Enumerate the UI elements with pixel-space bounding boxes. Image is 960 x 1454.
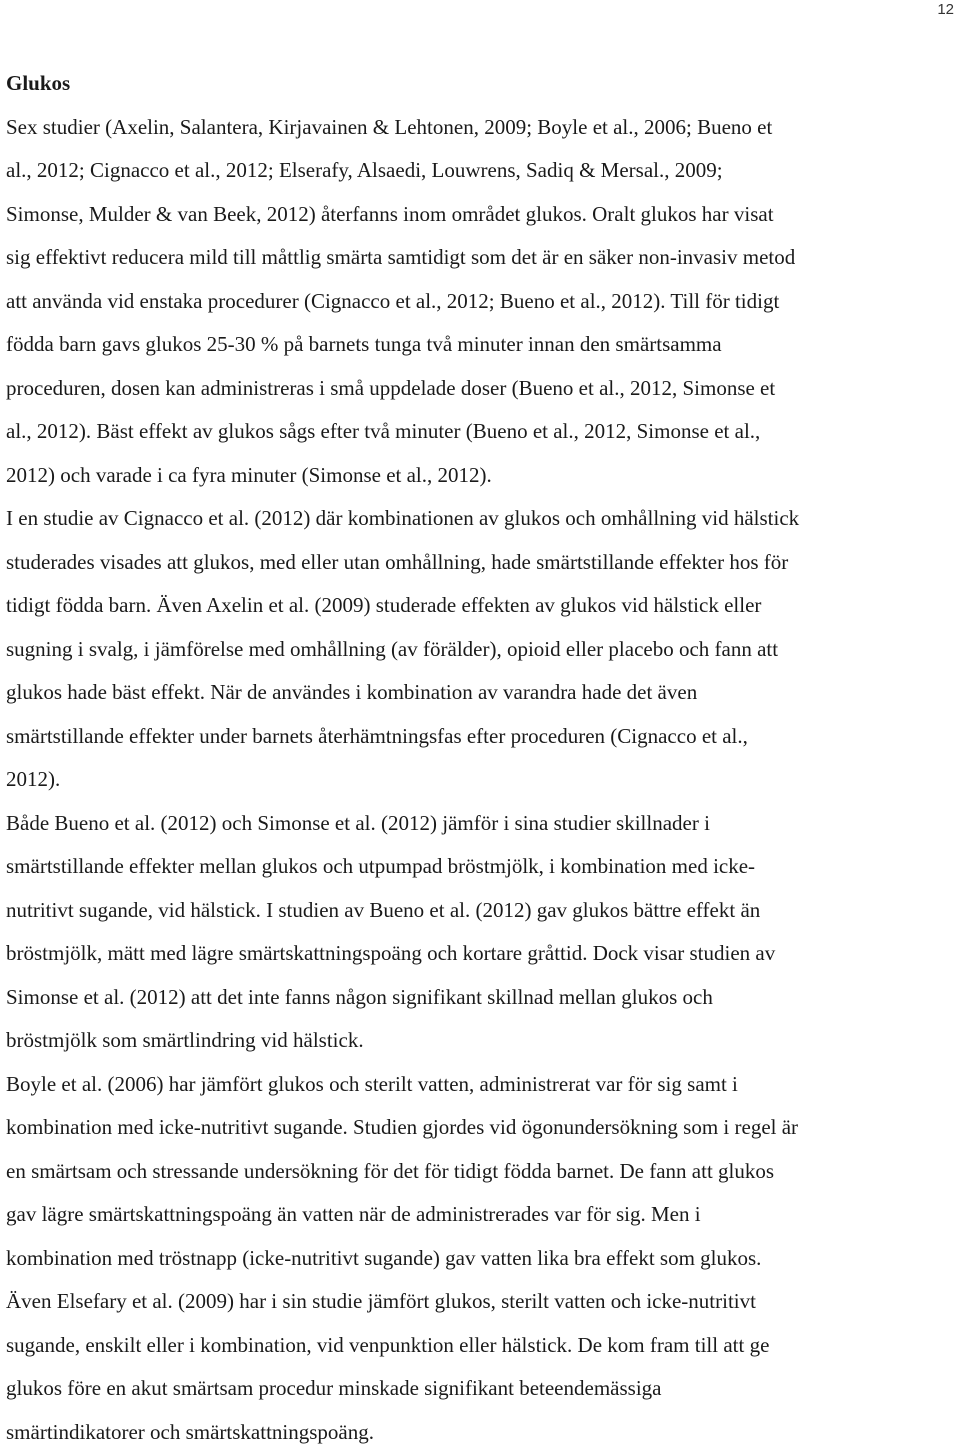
- text-line: I en studie av Cignacco et al. (2012) där kombinationen av glukos och omhållning vid hälstick: [6, 506, 800, 530]
- text-line: smärtstillande effekter under barnets återhämtningsfas efter proceduren (Cignacco et al.,: [6, 723, 748, 748]
- text-line: smärtstillande effekter mellan glukos och utpumpad bröstmjölk, i kombination med icke-: [6, 854, 756, 878]
- text-line: gav lägre smärtskattningspoäng än vatten när de administrerades var för sig. Men i: [6, 1202, 701, 1226]
- text-line: en smärtsam och stressande undersökning för det för tidigt födda barnet. De fann att glukos: [6, 1158, 775, 1183]
- text-line: sig effektivt reducera mild till måttlig smärta samtidigt som det är en säker non-invasiv metod: [6, 245, 796, 269]
- text-line: Sex studier (Axelin, Salantera, Kirjavainen & Lehtonen, 2009; Boyle et al., 2006; Bueno et: [6, 114, 773, 139]
- text-line: sugande, enskilt eller i kombination, vid venpunktion eller hälstick. De kom fram till att ge: [6, 1332, 770, 1357]
- paragraph-5: [6, 1280, 958, 1454]
- text-line: al., 2012). Bäst effekt av glukos sågs efter två minuter (Bueno et al., 2012, Simonse et al.,: [6, 419, 761, 443]
- text-line: födda barn gavs glukos 25-30 % på barnets tunga två minuter innan den smärtsamma: [6, 332, 722, 356]
- text-line: Även Elsefary et al. (2009) har i sin studie jämfört glukos, sterilt vatten och icke-nutritivt: [6, 1289, 756, 1313]
- text-line: kombination med tröstnapp (icke-nutritivt sugande) gav vatten lika bra effekt som glukos.: [6, 1245, 762, 1270]
- text-line: kombination med icke-nutritivt sugande. Studien gjordes vid ögonundersökning som i regel är: [6, 1115, 799, 1139]
- text-line: glukos hade bäst effekt. När de användes i kombination av varandra hade det även: [6, 680, 698, 704]
- text-line: al., 2012; Cignacco et al., 2012; Elserafy, Alsaedi, Louwrens, Sadiq & Mersal., 2009;: [6, 158, 723, 182]
- page-number: 12: [937, 1, 954, 18]
- text-line: bröstmjölk, mätt med lägre smärtskattningspoäng och kortare gråttid. Dock visar studien av: [6, 941, 776, 965]
- paragraph-2: [6, 497, 958, 802]
- text-line: glukos före en akut smärtsam procedur minskade signifikant beteendemässiga: [6, 1376, 662, 1400]
- paragraph-1: [6, 106, 958, 498]
- text-line: sugning i svalg, i jämförelse med omhållning (av förälder), opioid eller placebo och fann att: [6, 636, 779, 661]
- section-heading: Glukos: [6, 71, 71, 95]
- text-line: Simonse, Mulder & van Beek, 2012) återfanns inom området glukos. Oralt glukos har visat: [6, 201, 774, 226]
- text-line: bröstmjölk som smärtlindring vid hälstick.: [6, 1028, 364, 1052]
- text-line: Boyle et al. (2006) har jämfört glukos och sterilt vatten, administrerat var för sig samt i: [6, 1071, 738, 1096]
- text-line: studerades visades att glukos, med eller utan omhållning, hade smärtstillande effekter hos för: [6, 549, 789, 574]
- text-line: 2012) och varade i ca fyra minuter (Simonse et al., 2012).: [6, 462, 492, 487]
- text-line: Simonse et al. (2012) att det inte fanns någon signifikant skillnad mellan glukos och: [6, 984, 713, 1009]
- text-line: nutritivt sugande, vid hälstick. I studien av Bueno et al. (2012) gav glukos bättre effekt än: [6, 897, 761, 922]
- document-body: [6, 62, 958, 1454]
- paragraph-3: [6, 802, 958, 1063]
- text-line: tidigt födda barn. Även Axelin et al. (2009) studerade effekten av glukos vid hälstick eller: [6, 593, 762, 617]
- text-line: att använda vid enstaka procedurer (Cignacco et al., 2012; Bueno et al., 2012). Till för tidigt: [6, 288, 780, 313]
- text-line: 2012).: [6, 767, 61, 791]
- text-line: Både Bueno et al. (2012) och Simonse et al. (2012) jämför i sina studier skillnader i: [6, 810, 710, 835]
- text-line: smärtindikatorer och smärtskattningspoäng.: [6, 1419, 375, 1444]
- text-line: proceduren, dosen kan administreras i små uppdelade doser (Bueno et al., 2012, Simonse et: [6, 375, 776, 400]
- paragraph-4: [6, 1063, 958, 1281]
